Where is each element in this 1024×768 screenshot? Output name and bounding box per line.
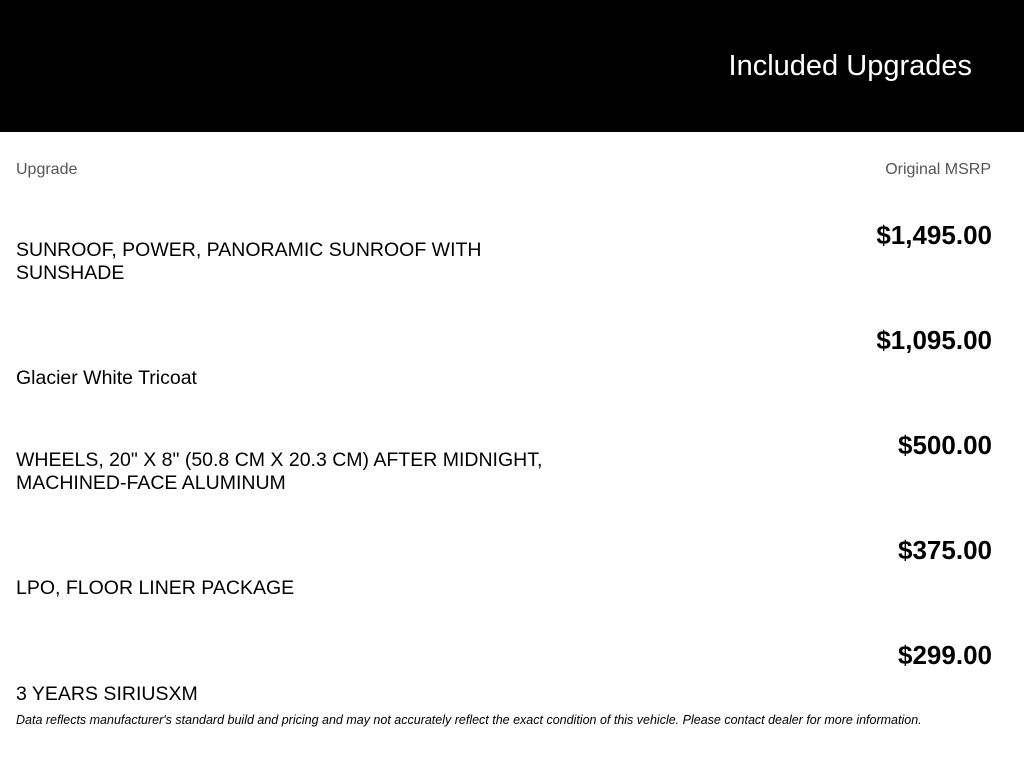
upgrade-price: $1,095.00 — [876, 325, 992, 355]
upgrade-row — [0, 620, 1024, 705]
upgrade-price: $375.00 — [898, 535, 992, 565]
header-bar — [0, 0, 1024, 132]
upgrade-row — [0, 200, 1024, 305]
upgrade-price: $299.00 — [898, 640, 992, 670]
upgrade-row — [0, 410, 1024, 515]
upgrade-row — [0, 305, 1024, 410]
upgrade-name: Glacier White Tricoat — [16, 367, 197, 389]
upgrade-name: 3 YEARS SIRIUSXM — [16, 683, 198, 705]
upgrade-name: SUNROOF, POWER, PANORAMIC SUNROOF WITH SUNSHADE — [16, 239, 482, 284]
upgrade-name: WHEELS, 20" X 8" (50.8 CM X 20.3 CM) AFTER MIDNIGHT, MACHINED-FACE ALUMINUM — [16, 449, 543, 494]
upgrade-row — [0, 515, 1024, 620]
upgrade-price: $500.00 — [898, 430, 992, 460]
upgrade-column-header: Upgrade — [16, 161, 78, 178]
page-title: Included Upgrades — [728, 50, 972, 82]
upgrade-price: $1,495.00 — [876, 220, 992, 250]
msrp-column-header: Original MSRP — [885, 161, 991, 178]
disclaimer-text: Data reflects manufacturer's standard build and pricing and may not accurately reflect the exact condition of this vehicle. Please contact dealer for more information. — [16, 713, 922, 727]
upgrade-name: LPO, FLOOR LINER PACKAGE — [16, 577, 295, 599]
